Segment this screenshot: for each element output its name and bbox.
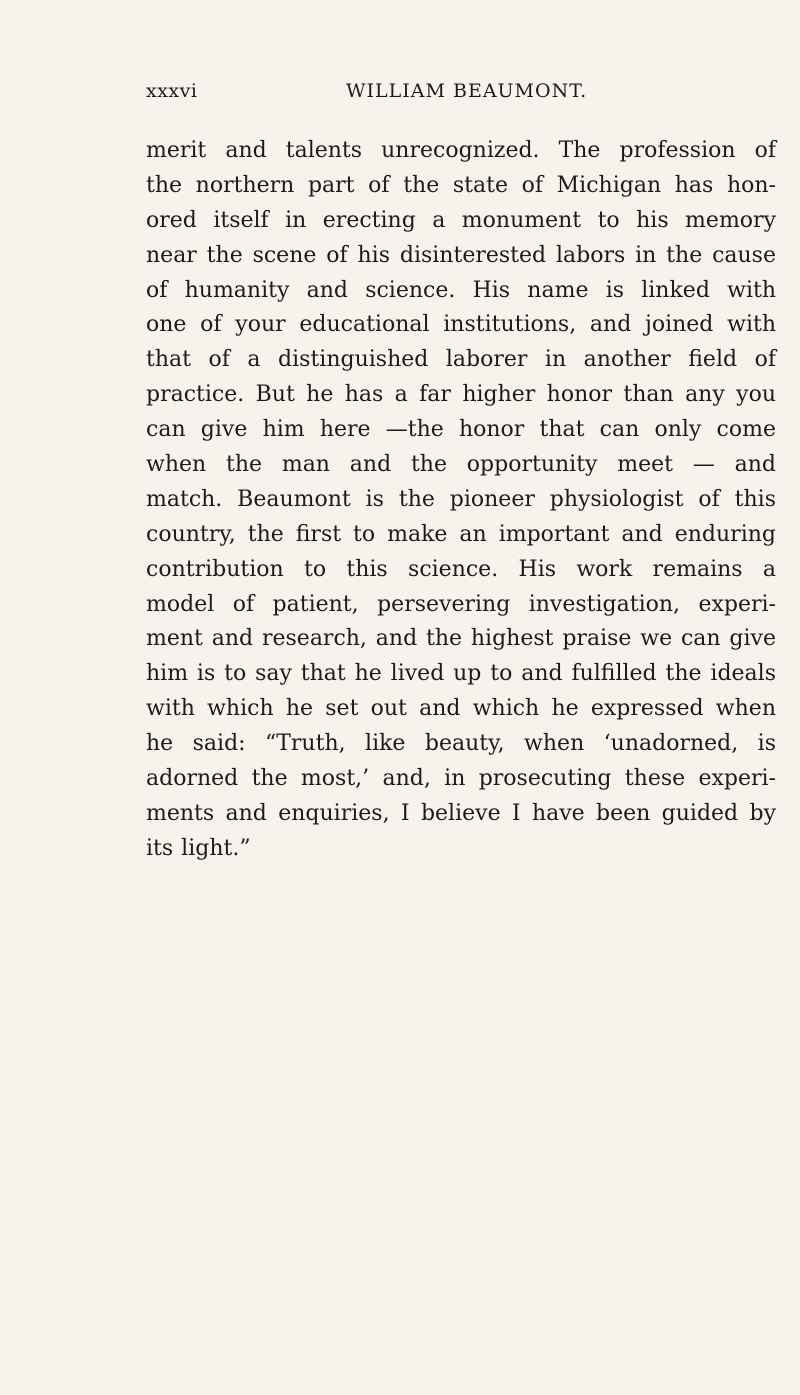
text-line: can give him here —the honor that can only come [146,417,776,443]
text-line: he said: “Truth, like beauty, when ‘unadorned, is [146,731,776,757]
text-line: of humanity and science. His name is linked with [146,277,776,303]
text-line: near the scene of his disinterested labors in the cause [146,242,776,268]
text-line: merit and talents unrecognized. The profession of [146,138,776,163]
text-line: with which he set out and which he expressed when [146,696,776,722]
running-head [146,80,786,110]
body-paragraph [146,134,776,867]
page-number: xxxvi [146,80,198,102]
text-line: ment and research, and the highest praise we can give [146,626,776,652]
text-line: its light.” [146,835,251,861]
text-line: model of patient, persevering investigation, experi- [146,591,776,617]
text-line: ments and enquiries, I believe I have been guided by [146,800,776,826]
text-line: that of a distinguished laborer in another field of [146,347,776,373]
text-line: ored itself in erecting a monument to his memory [146,207,776,233]
text-line: when the man and the opportunity meet — and [146,452,776,478]
text-line: country, the first to make an important and enduring [146,521,776,547]
text-line: him is to say that he lived up to and fulfilled the ideals [146,661,776,687]
text-line: the northern part of the state of Michigan has hon- [146,172,776,198]
text-line: practice. But he has a far higher honor than any you [146,382,776,408]
text-line: one of your educational institutions, and joined with [146,312,776,338]
running-title: WILLIAM BEAUMONT. [346,80,588,102]
text-line: match. Beaumont is the pioneer physiologist of this [146,486,776,512]
text-line: adorned the most,’ and, in prosecuting these experi- [146,766,776,792]
text-line: contribution to this science. His work remains a [146,556,776,582]
